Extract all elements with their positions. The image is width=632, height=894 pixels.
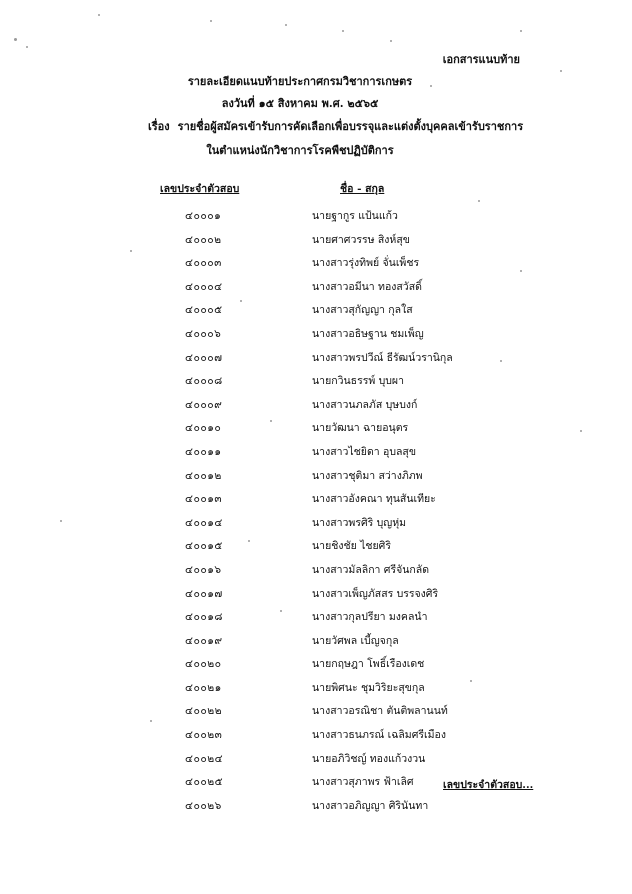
table-row: [0, 537, 632, 561]
exam-id: ๔๐๐๐๑: [185, 210, 222, 222]
candidate-list: [0, 207, 632, 820]
exam-id: ๔๐๐๐๖: [185, 327, 222, 340]
position-title: ในตำแหน่งนักวิชาการโรคพืชปฏิบัติการ: [206, 144, 394, 157]
candidate-name: นายกฤษฎา โพธิ์เรืองเดช: [312, 658, 425, 671]
continuation-note: เลขประจำตัวสอบ...: [443, 779, 534, 791]
table-row: [0, 514, 632, 538]
table-row: [0, 585, 632, 609]
exam-id: ๔๐๐๐๓: [185, 257, 222, 270]
announcement-title: รายละเอียดแนบท้ายประกาศกรมวิชาการเกษตร: [187, 75, 413, 88]
candidate-name: นางสาวไชยิดา อุบลสุข: [312, 445, 417, 458]
candidate-name: นายวัฒนา ฉายอนุตร: [312, 422, 409, 435]
table-row: [0, 750, 632, 774]
candidate-name: นายชิงชัย ไชยศิริ: [312, 540, 391, 553]
candidate-name: นางสาวเพ็ญภัสสร บรรจงศิริ: [312, 587, 439, 600]
candidate-name: นางสาวอังคณา ทุนสันเทียะ: [312, 493, 436, 506]
candidate-name: นายพิศนะ ชุมวิริยะสุขกุล: [312, 681, 425, 694]
exam-id: ๔๐๐๑๓: [185, 493, 223, 506]
exam-id: ๔๐๐๒๐: [185, 658, 222, 671]
subject-label: เรื่อง: [148, 120, 170, 133]
table-row: [0, 372, 632, 396]
table-row: [0, 325, 632, 349]
exam-id: ๔๐๐๐๕: [185, 304, 223, 317]
table-row: [0, 254, 632, 278]
exam-id: ๔๐๐๐๗: [185, 351, 223, 364]
table-row: [0, 608, 632, 632]
table-row: [0, 349, 632, 373]
candidate-name: นางสาวอภิญญา ศิรินันทา: [312, 799, 429, 812]
exam-id: ๔๐๐๑๒: [185, 469, 222, 482]
candidate-name: นางสาวอมีนา ทองสวัสดิ์: [312, 280, 422, 293]
table-row: [0, 396, 632, 420]
table-row: [0, 773, 632, 797]
table-row: [0, 561, 632, 585]
table-row: [0, 702, 632, 726]
exam-id: ๔๐๐๑๖: [185, 563, 222, 576]
table-row: [0, 679, 632, 703]
table-row: [0, 655, 632, 679]
candidate-name: นางสาวรุ่งทิพย์ จั่นเพ็ชร: [312, 257, 420, 270]
table-row: [0, 278, 632, 302]
exam-id: ๔๐๐๐๘: [185, 375, 223, 388]
table-row: [0, 301, 632, 325]
column-header-full-name: ชื่อ - สกุล: [340, 183, 385, 195]
exam-id: ๔๐๐๒๔: [185, 752, 224, 765]
table-row: [0, 231, 632, 255]
table-row: [0, 632, 632, 656]
candidate-name: นางสาวธนภรณ์ เฉลิมศรีเมือง: [312, 729, 446, 742]
table-row: [0, 207, 632, 231]
exam-id: ๔๐๐๑๔: [185, 516, 223, 529]
candidate-name: นายฐากูร แป้นแก้ว: [312, 210, 398, 222]
candidate-name: นางสาวชุติมา สว่างภิภพ: [312, 469, 423, 482]
column-header-exam-id: เลขประจำตัวสอบ: [160, 183, 240, 195]
table-row: [0, 726, 632, 750]
candidate-name: นางสาวสุภาพร ฟ้าเลิศ: [312, 776, 414, 789]
candidate-name: นายศาศวรรษ สิงห์สุข: [312, 233, 410, 246]
exam-id: ๔๐๐๒๖: [185, 799, 222, 812]
candidate-name: นางสาวกุลปรียา มงคลนำ: [312, 611, 428, 624]
exam-id: ๔๐๐๐๔: [185, 280, 223, 293]
table-row: [0, 443, 632, 467]
candidate-name: นางสาวอรณิชา ตันติพลานนท์: [312, 705, 448, 718]
exam-id: ๔๐๐๒๕: [185, 776, 224, 789]
exam-id: ๔๐๐๑๗: [185, 587, 223, 600]
candidate-name: นางสาวพรปวีณ์ ธีรัฒน์วรานิกุล: [312, 351, 453, 364]
candidate-name: นายวัศพล เบี้ญจกุล: [312, 634, 399, 647]
table-row: [0, 797, 632, 821]
table-row: [0, 467, 632, 491]
candidate-name: นางสาวสุกัญญา กุลใส: [312, 304, 413, 317]
exam-id: ๔๐๐๑๕: [185, 540, 223, 553]
attachment-label: เอกสารแนบท้าย: [442, 53, 520, 66]
candidate-name: นายกวินธรรพ์ บุบผา: [312, 375, 404, 388]
exam-id: ๔๐๐๑๘: [185, 611, 224, 624]
exam-id: ๔๐๐๐๒: [185, 233, 222, 246]
candidate-name: นางสาวพรศิริ บุญหุ่ม: [312, 516, 407, 529]
exam-id: ๔๐๐๒๑: [185, 681, 222, 694]
table-row: [0, 419, 632, 443]
announcement-date: ลงวันที่ ๑๕ สิงหาคม พ.ศ. ๒๕๖๕: [221, 97, 379, 110]
announcement-subject: [148, 117, 548, 135]
exam-id: ๔๐๐๑๙: [185, 634, 223, 647]
candidate-name: นางสาวอธิษฐาน ชมเพ็ญ: [312, 327, 424, 340]
exam-id: ๔๐๐๐๙: [185, 398, 223, 411]
subject-text: รายชื่อผู้สมัครเข้ารับการคัดเลือกเพื่อบรรจุและแต่งตั้งบุคคลเข้ารับราชการ: [177, 120, 524, 133]
candidate-name: นางสาวนภลภัส บุษบงก์: [312, 398, 418, 411]
exam-id: ๔๐๐๑๑: [185, 445, 222, 458]
exam-id: ๔๐๐๒๒: [185, 705, 223, 718]
exam-id: ๔๐๐๑๐: [185, 422, 222, 435]
candidate-name: นางสาวมัลลิกา ศรีจันกลัด: [312, 563, 430, 576]
candidate-name: นายอภิวิชญ์ ทองแก้วงวน: [312, 752, 426, 765]
table-row: [0, 490, 632, 514]
exam-id: ๔๐๐๒๓: [185, 729, 223, 742]
